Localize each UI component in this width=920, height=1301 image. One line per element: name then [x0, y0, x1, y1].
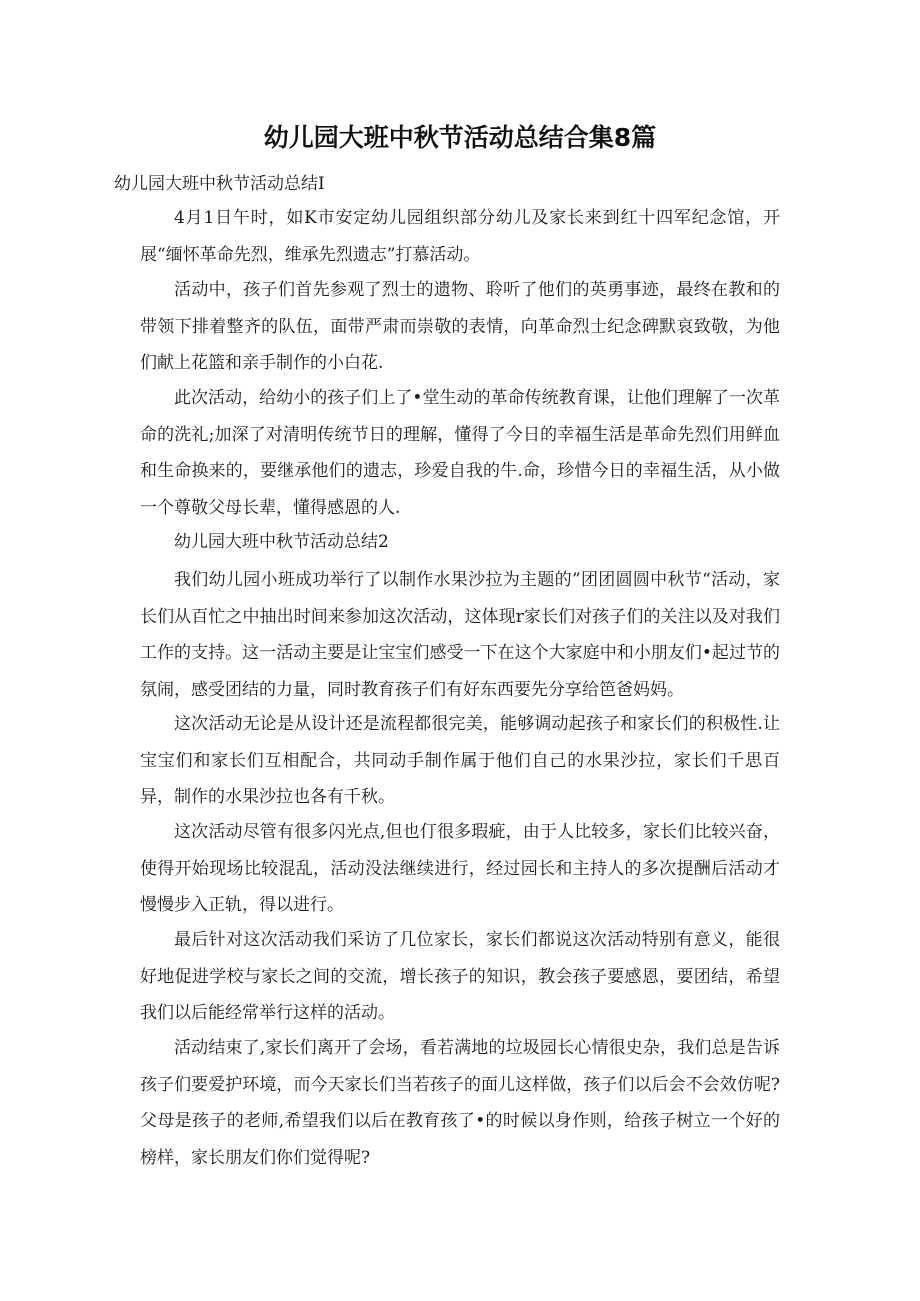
- paragraph: 活动结束了,家长们离开了会场，看若满地的垃圾园长心情很史杂，我们总是告诉孩子们要爱护环境，而今天家长们当若孩子的面儿这样做，孩子们以后会不会效仿呢?父母是孩子的老师,希望我们以后在教育孩了•的时候以身作则，给孩子树立一个好的榜样，家长朋友们你们觉得呢?: [140, 1038, 780, 1168]
- section-heading-2: 幼儿园大班中秋节活动总结2: [174, 532, 389, 552]
- paragraph: 活动中，孩子们首先参观了烈士的遗物、聆听了他们的英勇事迹，最终在教和的带领下排着整齐的队伍，面带严肃而崇敬的表情，向革命烈士纪念碑默哀致敬，为他们献上花篮和亲手制作的小白花.: [140, 280, 780, 373]
- paragraph: 4月1日午时，如K市安定幼儿园组织部分幼儿及家长来到红十四军纪念馆，开展“缅怀革命先烈，维承先烈遗志”打慕活动。: [140, 208, 780, 265]
- paragraph: 这次活动尽管有很多闪光点,但也仃很多瑕疵，由于人比较多，家长们比较兴奋，使得开始现场比较混乱，活动没法继续进行，经过园长和主持人的多次提酬后活动才慢慢步入正轨，得以进行。: [140, 822, 780, 915]
- document-title: 幼儿园大班中秋节活动总结合集8篇: [263, 123, 657, 152]
- paragraph: 这次活动无论是从设计还是流程都很完美，能够调动起孩子和家长们的积极性.让宝宝们和家长们互相配合，共同动手制作属于他们自己的水果沙拉，家长们千思百异，制作的水果沙拉也各有千秋。: [140, 714, 780, 807]
- paragraph: 我们幼儿园小班成功举行了以制作水果沙拉为主题的”团团圆圆中秋节“活动，家长们从百忙之中抽出时间来参加这次活动，这体现r家长们对孩子们的关注以及对我们工作的支持。这一活动主要是让宝宝们感受一下在这个大家庭中和小朋友们•起过节的氛闹，感受团结的力量，同时教育孩子们有好东西要先分享给笆爸妈妈。: [140, 570, 780, 700]
- paragraph: 此次活动，给幼小的孩子们上了•堂生动的革命传统教育课，让他们理解了一次革命的洗礼;加深了对清明传统节日的理解，懂得了今日的幸福生活是革命先烈们用鲜血和生命换来的，要继承他们的遗志，珍爱自我的牛.命，珍惜今日的幸福生活，从小做一个尊敬父母长辈，懂得感恩的人.: [140, 388, 780, 518]
- paragraph: 最后针对这次活动我们采访了几位家长，家长们都说这次活动特别有意义，能很好地促进学校与家长之间的交流，增长孩子的知识，教会孩子要感恩，要团结，希望我们以后能经常举行这样的活动。: [140, 930, 780, 1023]
- section-heading-1: 幼儿园大班中秋节活动总结I: [114, 174, 325, 194]
